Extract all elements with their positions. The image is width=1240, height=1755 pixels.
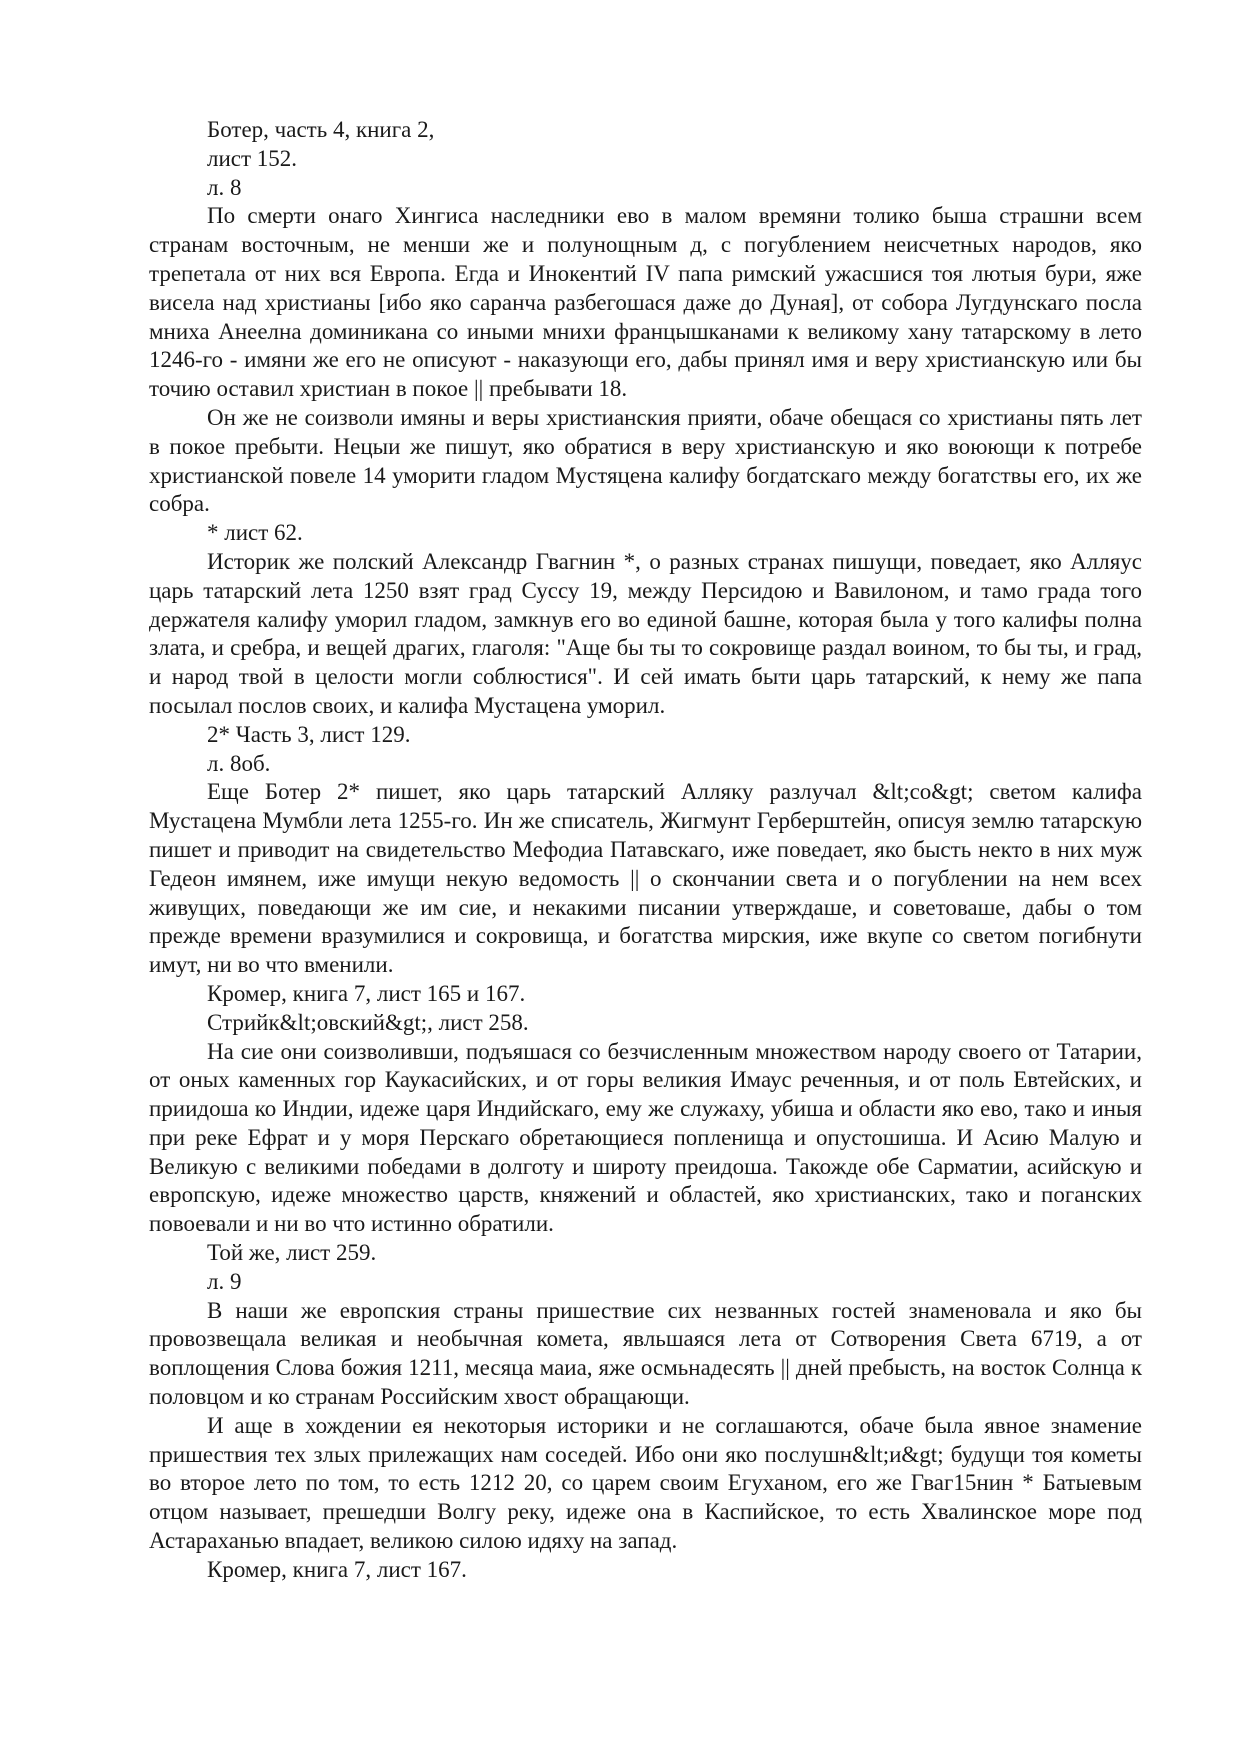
paragraph-hingis-heirs: По смерти онаго Хингиса наследники ево в малом времяни толико быша страшни всем странам восточным, не менши же и полунощным д, с погублением неисчетных народов, яко трепетала от них вся Европа. Егда и Инокентий IV папа римский ужасшися тоя лютыя бури, яже висела над христианы [ибо яко саранча разбегошася даже до Дуная], от собора Лугдунскаго посла мниха Анеелна доминикана со иными мнихи францышканами к великому хану татарскому в лето 1246-го - имяни же его не описуют - наказующи его, дабы принял имя и веру христианскую или бы точию оставил христиан в покое || пребывати 18. bbox=[149, 203, 1142, 402]
folio-marker-9: л. 9 bbox=[207, 1268, 242, 1294]
folio-marker-8: л. 8 bbox=[207, 174, 242, 200]
paragraph-boter-gerberstein: Еще Ботер 2* пишет, яко царь татарский Алляку разлучал &lt;со&gt; светом калифа Мустацена Мумбли лета 1255-го. Ин же списатель, Жигмунт Герберштейн, описуя землю татарскую пишет и приводит на свидетельство Мефодиа Патавскаго, иже поведает, яко бысть некто в них муж Гедеон имянем, иже имущи некую ведомость || о скончании света и о погублении на нем всех живущих, поведающи же им сие, и некакими писании утверждаше, и советоваше, дабы о том прежде времени вразумилися и сокровища, и богатства мирския, иже вкупе со светом погибнути имут, ни во что вменили. bbox=[149, 779, 1142, 978]
paragraph-comet: В наши же европския страны пришествие сих незванных гостей знаменовала и яко бы провозвещала великая и необычная комета, явльшаяся лета от Сотворения Света 6719, а от воплощения Слова божия 1211, месяца маиа, яже осмьнадесять || дней пребысть, на восток Солнца к половцом и ко странам Российским хвост обращающи. bbox=[149, 1297, 1142, 1410]
source-note-part3: 2* Часть 3, лист 129. bbox=[207, 721, 411, 747]
source-note-list152: лист 152. bbox=[207, 145, 298, 171]
paragraph-comet-omen: И аще в хождении ея некоторыя историки и не соглашаются, обаче была явное знамение пришествия тех злых прилежащих нам соседей. Ибо они яко послушн&lt;и&gt; будущи тоя кометы во второе лето по том, то есть 1212 20, со царем своим Егуханом, его же Гваг15нин * Батыевым отцом называет, прешедши Волгу реку, идеже она в Каспийское, то есть Хвалинское море под Астараханью впадает, великою силою идяху на запад. bbox=[149, 1412, 1142, 1554]
source-note-list259: Той же, лист 259. bbox=[207, 1240, 377, 1266]
folio-marker-8ob: л. 8об. bbox=[207, 750, 271, 776]
source-note-list62: * лист 62. bbox=[207, 520, 303, 546]
source-note-boter: Ботер, часть 4, книга 2, bbox=[207, 117, 435, 142]
document-page bbox=[149, 116, 1142, 1585]
source-note-striykovsky: Стрийк&lt;овский&gt;, лист 258. bbox=[207, 1009, 529, 1035]
paragraph-tatar-campaign: На сие они соизволивши, подъяшася со безчисленным множеством народу своего от Татарии, от оных каменных гор Каукасийских, и от горы великия Имаус реченныя, и от поль Евтейских, и приидоша ко Индии, идеже царя Индийскаго, ему же служаху, убиша и области яко ево, тако и иныя при реке Ефрат и у моря Перскаго обретающиеся попленища и опустошиша. И Асию Малую и Великую с великими победами в долготу и широту преидоша. Такожде обе Сарматии, асийскую и европскую, идеже множество царств, княжений и областей, яко христианских, тако и поганских повоевали и ни во что истинно обратили. bbox=[149, 1038, 1142, 1237]
paragraph-gvagnin: Историк же полский Александр Гвагнин *, о разных странах пишущи, поведает, яко Алляус царь татарский лета 1250 взят град Суссу 19, между Персидою и Вавилоном, и тамо града того держателя калифу уморил гладом, замкнув его во единой башне, которая была у того калифы полна злата, и сребра, и вещей драгих, глаголя: "Аще бы ты то сокровище раздал воином, то бы ты, и град, и народ твой в целости могли соблюстися". И сей имать быти царь татарский, к нему же папа посылал послов своих, и калифа Мустацена уморил. bbox=[149, 548, 1142, 718]
source-note-kromer-165: Кромер, книга 7, лист 165 и 167. bbox=[207, 980, 526, 1006]
source-note-kromer-167: Кромер, книга 7, лист 167. bbox=[207, 1556, 467, 1582]
paragraph-christian-peace: Он же не соизволи имяны и веры христианския прияти, обаче обещася со христианы пять лет в покое пребыти. Нецыи же пишут, яко обратися в веру христианскую и яко воюющи к потребе христианской повеле 14 уморити гладом Мустяцена калифу богдатскаго между богатствы его, их же собра. bbox=[149, 404, 1142, 517]
